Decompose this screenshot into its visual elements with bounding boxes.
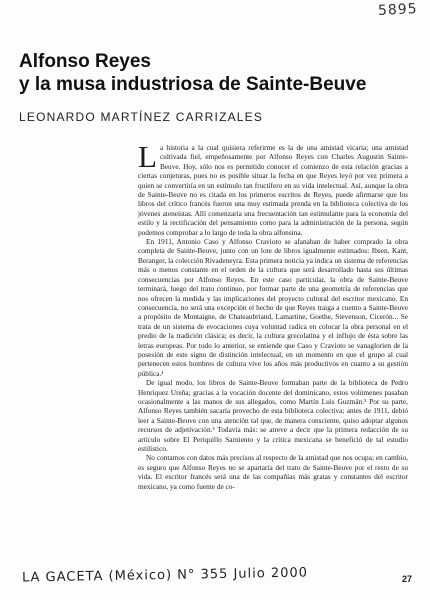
author-name: LEONARDO MARTÍNEZ CARRIZALES — [19, 110, 264, 124]
paragraph: No contamos con datos más precisos al respecto de la amistad que nos ocupa; en cambio, es seguro que Alfonso Reyes no se apartaría del trato de Sainte-Beuve por el resto de su vida. El escritor francés será una de las compañías más gratas y constantes del escritor mexicano, ya como fuente de co- — [138, 453, 408, 491]
paragraph-text: a historia a la cual quisiera referirme es la de una amistad vicaria; una amistad cultivada fiel, empeñosamente por Alfonso Reyes con Charles Augustin Sainte-Beuve. Hoy, sólo nos es permitido conocer el comienzo de esta relación gracias a ciertas conjeturas, pues no es posible situar la fecha en que Reyes leyó por vez primera a quien se convertiría en un estímulo tan fructífero en su vida intelectual. Así, aunque la obra de Sainte-Beuve no es citada en los primeros escritos de Reyes, puede afirmarse que los libros del crítico francés fueron una muy estimada prenda en la biblioteca colectiva de los jóvenes ateneístas. Allí comenzaría una frecuentación tan estimulante para la economía del estilo y la rectificación del pensamiento como para la administración de la persona, según podemos comprobar a lo largo de toda la obra alfonsina. — [138, 143, 408, 237]
article-body — [138, 139, 408, 491]
paragraph: En 1911, Antonio Caso y Alfonso Cravioto se afanaban de haber comprado la obra completa de Sainte-Beuve, junto con un lote de libros igualmente estimados: Ibsen, Kant, Beranger, la colección Rivadeneyra. Esta primera noticia ya indica un sistema de referencias más o menos constante en el orden de la cultura que será desarrollado hasta sus últimas consecuencias por Alfonso Reyes. En este caso particular, la obra de Sainte-Beuve terminará, luego del trato continuo, por formar parte de una geometría de referencias que nos ofrecen la medida y las implicaciones del proyecto cultural del escritor mexicano. En consecuencia, no será una excepción el hecho de que Reyes traiga a cuento a Sainte-Beuve a propósito de Montaigne, de Chateaubriand, Lamartine, Goethe, Stevenson, Cicerón... Se trata de un sistema de evocaciones cuya voluntad radica en colocar la obra personal en el predio de la tradición clásica; es decir, la cultura grecolatina y el influjo de ésta sobre las letras europeas. Por todo lo anterior, se entiende que Caso y Cravioto se vanaglorien de la posesión de este signo de distinción intelectual, en un momento en que el grupo al cual pertenecen estos hombres de cultura vive los años más productivos en cuanto a su gestión pública.¹ — [138, 237, 408, 378]
title-line-2: y la musa industriosa de Sainte-Beuve — [19, 74, 367, 95]
handwritten-catalog-number: 5895 — [377, 0, 419, 20]
paragraph — [138, 139, 408, 237]
handwritten-source-note: LA GACETA (México) N° 355 Julio 2000 — [21, 565, 309, 586]
title-line-1: Alfonso Reyes — [19, 51, 151, 72]
drop-cap: L — [138, 139, 157, 174]
article-title — [19, 50, 366, 96]
page-number: 27 — [401, 574, 412, 584]
paragraph: De igual modo, los libros de Sainte-Beuve formaban parte de la biblioteca de Pedro Henríquez Ureña; gracias a la vocación docente del dominicano, estos volúmenes pasaban ocasionalmente a las manos de sus allegados, como Martín Luis Guzmán.² Por su parte, Alfonso Reyes también sacaría provecho de esta biblioteca colectiva; antes de 1911, debió leer a Sainte-Beuve con una atención tal que, de manera consciente, quiso adoptar algunos recursos de adjetivación.³ Todavía más: se atreve a decir que la primera redacción de su artículo sobre El Periquillo Sarniento y la crítica mexicana se benefició de tal estudio estilístico. — [138, 378, 408, 453]
